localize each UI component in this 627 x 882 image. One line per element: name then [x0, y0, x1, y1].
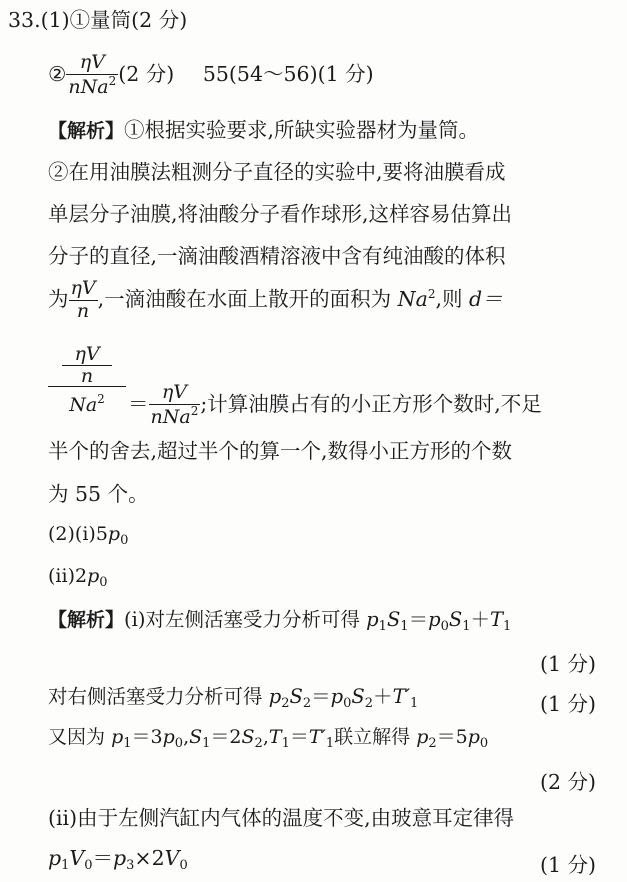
part2-answer-ii: $(ii)2p_0$ [48, 565, 108, 590]
score-2: (1 分) [540, 692, 597, 716]
explanation-tag-2: 【解析】 [48, 609, 125, 631]
explanation-tag: 【解析】 [48, 120, 125, 142]
explanation-1-line-2: ②在用油膜法粗测分子直径的实验中,要将油膜看成 [48, 160, 506, 184]
part1-answer-a: (1)①量筒(2 分) [40, 8, 188, 32]
score-3: (2 分) [540, 770, 597, 794]
score-4: (1 分) [540, 853, 597, 877]
explanation-2-line-1: 【解析】(i)对左侧活塞受力分析可得 $p_1S_1=p_0S_1+T_1$ [48, 608, 512, 634]
explanation-1-line-4: 分子的直径,一滴油酸酒精溶液中含有纯油酸的体积 [48, 244, 506, 268]
explanation-1-line-3: 单层分子油膜,将油酸分子看作球形,这样容易估算出 [48, 202, 513, 226]
explanation-2-line-5: $p_1V_0=p_3\times 2V_0$ [48, 846, 188, 873]
explanation-1-line-6: ＝ $\frac{\eta V}{nNa^2}$ ;计算油膜占有的小正方形个数时,不足 [128, 381, 542, 428]
explanation-1-line-5: 为 $\frac{\eta V}{n}$ ,一滴油酸在水面上散开的面积为 Na$^2$,则 d＝ [48, 277, 503, 322]
explanation-2-line-4: (ii)由于左侧汽缸内气体的温度不变,由玻意耳定律得 [48, 806, 515, 830]
diameter-compound-fraction: ηV n Na$^2$ [48, 343, 126, 417]
score-1: (1 分) [540, 652, 597, 676]
explanation-1-line-8: 为 55 个。 [48, 482, 149, 506]
question-33-header [8, 10, 187, 31]
answer-b-fraction: $\frac{\eta V}{nNa^2}$ [68, 51, 117, 98]
volume-fraction: $\frac{\eta V}{n}$ [70, 277, 96, 322]
explanation-2-line-2: 对右侧活塞受力分析可得 $p_2S_2=p_0S_2+T'_1$ [48, 685, 419, 711]
explanation-1-line-7: 半个的舍去,超过半个的算一个,数得小正方形的个数 [48, 439, 513, 463]
question-number: 33. [8, 8, 41, 32]
diameter-fraction: $\frac{\eta V}{nNa^2}$ [150, 381, 199, 428]
explanation-2-line-3: 又因为 $p_1=3p_0,S_1=2S_2,T_1=T'_1$联立解得 $p_2=5p_0$ [48, 726, 489, 751]
part1-answer-b: ② $\frac{\eta V}{nNa^2}$ (2 分) 55(54～56)(1 分) [48, 51, 374, 98]
explanation-1-line-1: 【解析】①根据实验要求,所缺实验器材为量筒。 [48, 118, 480, 142]
part2-answer-i: $(2)(i)5p_0$ [48, 523, 129, 548]
